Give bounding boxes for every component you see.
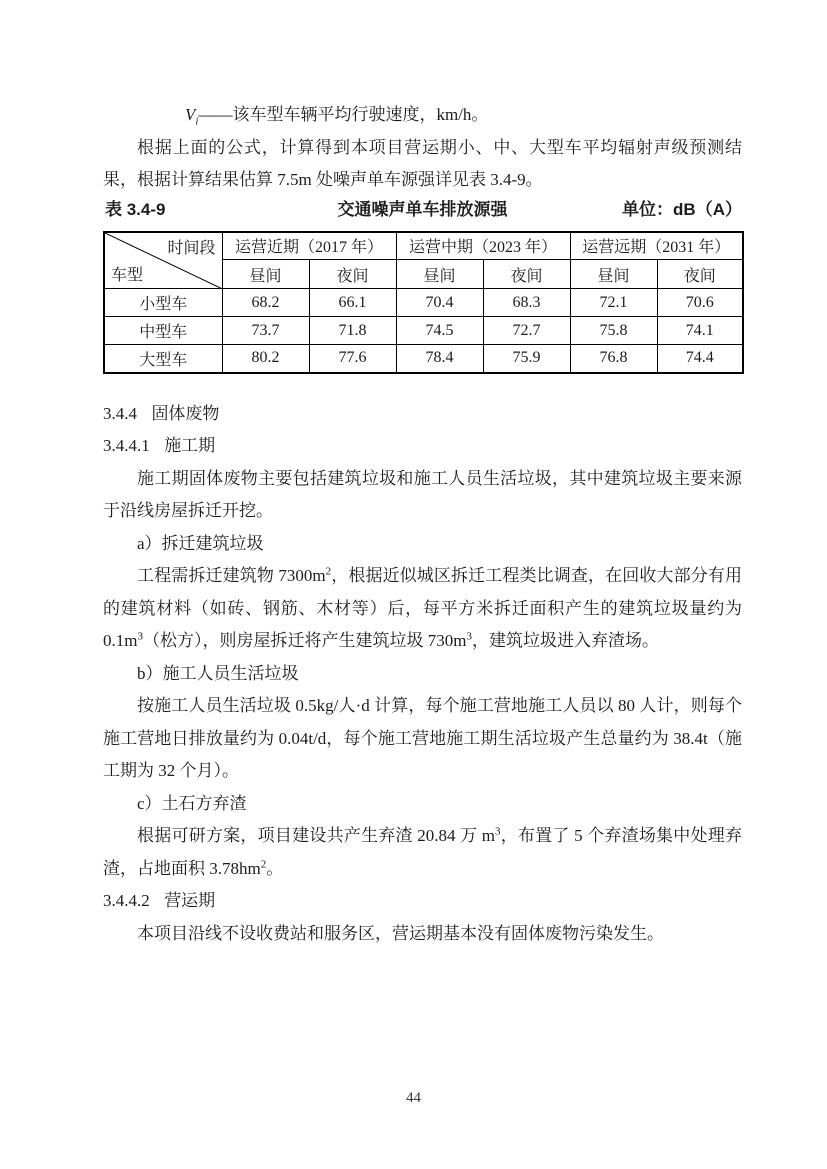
- period-header-far: 运营远期（2031 年）: [570, 232, 743, 260]
- corner-label-vehicle-type: 车型: [111, 267, 144, 284]
- value-cell: 70.4: [396, 289, 483, 317]
- subsection-heading-operation: [103, 885, 742, 918]
- text-segment: 根据可研方案，项目建设共产生弃渣 20.84 万 m: [137, 826, 495, 845]
- table-caption-title: 交通噪声单车排放源强: [337, 199, 508, 219]
- table-row-small-vehicle: [104, 289, 743, 317]
- item-b-title: b）施工人员生活垃圾: [137, 663, 299, 683]
- subsection-number: 3.4.4.1: [103, 436, 150, 455]
- subheader-day: 昼间: [570, 260, 657, 289]
- value-cell: 74.4: [657, 345, 743, 373]
- period-header-near: 运营近期（2017 年）: [222, 232, 396, 260]
- subsection-number: 3.4.4.2: [103, 891, 150, 910]
- value-cell: 73.7: [222, 317, 309, 345]
- value-cell: 68.2: [222, 289, 309, 317]
- subheader-night: 夜间: [483, 260, 570, 289]
- text-segment: （松方），则房屋拆迁将产生建筑垃圾 730m: [142, 631, 467, 650]
- section-number: 3.4.4: [103, 403, 137, 423]
- item-a-title: a）拆迁建筑垃圾: [137, 533, 264, 553]
- page-number: 44: [406, 1090, 421, 1106]
- item-b-paragraph: 按施工人员生活垃圾 0.5kg/人·d 计算，每个施工营地施工人员以 80 人计，则每个施工营地日排放量约为 0.04t/d，每个施工营地施工期生活垃圾产生总量约为 38.4t（施工期为 32 个月）。: [103, 696, 742, 780]
- period-header-mid: 运营中期（2023 年）: [396, 232, 570, 260]
- value-cell: 66.1: [309, 289, 396, 317]
- formula-definition-text: ——该车型车辆平均行驶速度，km/h。: [198, 105, 489, 124]
- noise-emission-table: [103, 231, 744, 374]
- formula-definition-line: [103, 99, 742, 132]
- value-cell: 71.8: [309, 317, 396, 345]
- value-cell: 72.1: [570, 289, 657, 317]
- document-content: [103, 0, 742, 950]
- value-cell: 75.8: [570, 317, 657, 345]
- text-segment: 。: [266, 858, 284, 878]
- value-cell: 68.3: [483, 289, 570, 317]
- vehicle-type-cell: 大型车: [104, 345, 222, 373]
- subheader-night: 夜间: [309, 260, 396, 289]
- table-row-large-vehicle: [104, 345, 743, 373]
- value-cell: 74.1: [657, 317, 743, 345]
- superscript: 3: [137, 630, 143, 643]
- value-cell: 72.7: [483, 317, 570, 345]
- formula-variable: V: [185, 105, 196, 124]
- superscript: 3: [494, 825, 501, 838]
- value-cell: 70.6: [657, 289, 743, 317]
- subsection-heading-construction: [103, 430, 742, 463]
- vehicle-type-cell: 中型车: [104, 317, 222, 345]
- value-cell: 80.2: [222, 345, 309, 373]
- superscript: 2: [260, 857, 267, 870]
- text-segment: ，根据近似城区拆迁工程类比调查，在回收大部分有用的建筑材料（如砖、钢筋、木材等）后，每平方米拆迁面积产生的建筑垃圾量约为 0.1m: [103, 566, 742, 650]
- corner-label-time-period: 时间段: [167, 239, 216, 257]
- table-corner-cell: [104, 232, 222, 289]
- subheader-day: 昼间: [222, 260, 309, 289]
- value-cell: 76.8: [570, 345, 657, 373]
- item-c-paragraph: [103, 820, 742, 885]
- text-segment: ，建筑垃圾进入弃渣场。: [471, 631, 659, 650]
- text-segment: ，布置了 5 个弃渣场集中处理弃渣，占地面积 3.78hm: [103, 826, 742, 878]
- value-cell: 78.4: [396, 345, 483, 373]
- text-segment: 工程需拆迁建筑物 7300m: [137, 566, 326, 585]
- table-caption-row: [103, 197, 742, 223]
- superscript: 2: [325, 565, 332, 578]
- subsection-title: 营运期: [164, 891, 216, 910]
- vehicle-type-cell: 小型车: [104, 289, 222, 317]
- subheader-day: 昼间: [396, 260, 483, 289]
- table-caption-unit: 单位：dB（A）: [622, 199, 742, 219]
- value-cell: 75.9: [483, 345, 570, 373]
- section-heading-solid-waste: [103, 398, 742, 431]
- subsection-title: 施工期: [164, 436, 216, 455]
- value-cell: 74.5: [396, 317, 483, 345]
- intro-paragraph: 根据上面的公式，计算得到本项目营运期小、中、大型车平均辐射声级预测结果，根据计算结果估算 7.5m 处噪声单车源强详见表 3.4-9。: [103, 137, 742, 189]
- value-cell: 77.6: [309, 345, 396, 373]
- subheader-night: 夜间: [657, 260, 743, 289]
- table-row-medium-vehicle: [104, 317, 743, 345]
- item-c-title: c）土石方弃渣: [137, 793, 247, 813]
- formula-subscript: i: [195, 115, 199, 128]
- table-header-row-periods: [104, 232, 743, 260]
- construction-lead-paragraph: 施工期固体废物主要包括建筑垃圾和施工人员生活垃圾，其中建筑垃圾主要来源于沿线房屋拆迁开挖。: [103, 468, 742, 520]
- item-a-paragraph: [103, 560, 742, 658]
- operation-paragraph: 本项目沿线不设收费站和服务区，营运期基本没有固体废物污染发生。: [137, 923, 664, 943]
- table-caption-label: 表 3.4-9: [105, 199, 166, 219]
- section-title: 固体废物: [151, 403, 220, 423]
- superscript: 3: [466, 630, 472, 643]
